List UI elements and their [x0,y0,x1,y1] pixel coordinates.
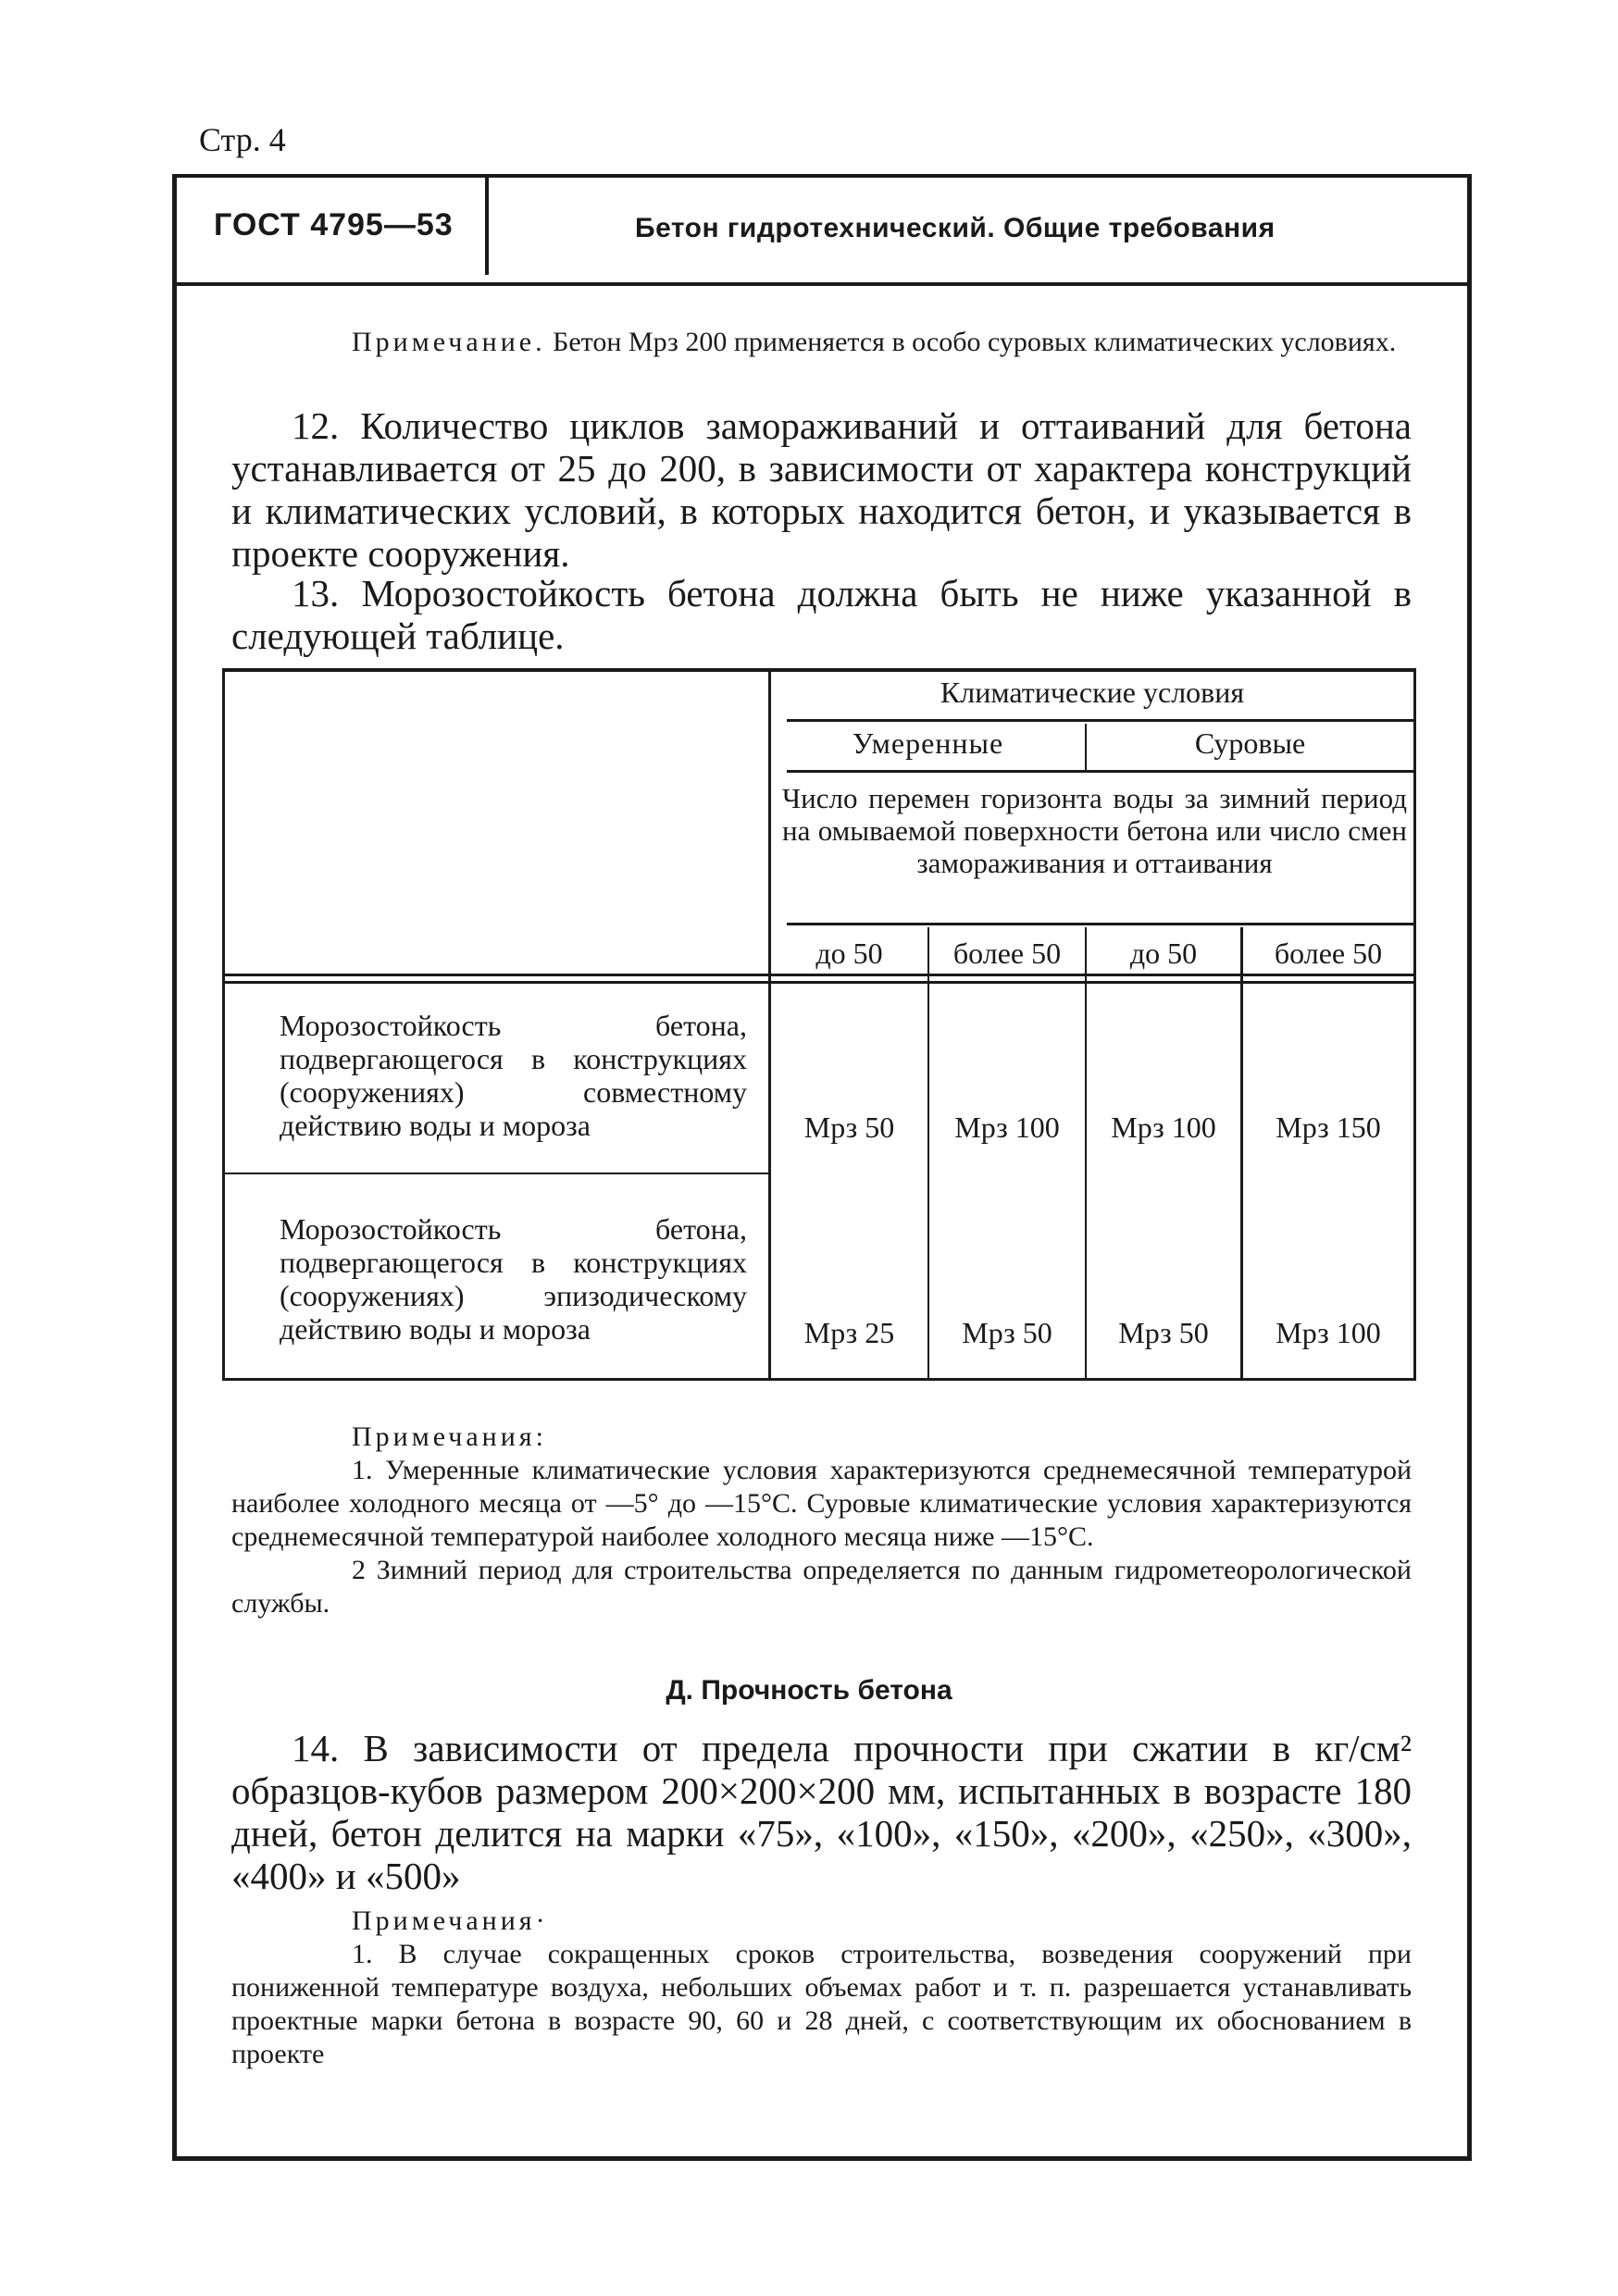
frost-resistance-table [222,668,1416,1381]
note-top-label: Примечание. [352,327,546,357]
header-bottom-rule-2 [222,981,1416,984]
row-1-value-3: Мрз 100 [1111,1111,1216,1144]
row-1-label: Морозостойкость бетона, подвергающегося в конструкциях (сооружениях) совместному действию воды и мороза [280,1009,747,1142]
section-heading: Д. Прочность бетона [666,1675,952,1706]
table-label-divider [768,668,771,1381]
row-1-value-4: Мрз 150 [1276,1111,1381,1144]
header-divider [485,178,489,275]
col-divider-3 [1240,927,1243,1381]
row-1-value-1: Мрз 50 [803,1111,895,1144]
row-2-value-2: Мрз 50 [962,1316,1052,1349]
header-severe: Суровые [1194,726,1306,760]
row-2-value-4: Мрз 100 [1276,1316,1381,1349]
col-divider-2 [1085,927,1087,1381]
note-top [231,326,1412,359]
table-bottom-rule [222,1378,1416,1381]
row-separator [222,1173,768,1174]
paragraph-13: 13. Морозостойкость бетона должна быть не ниже указанной в следующей таблице. [231,572,1412,657]
row-2-value-1: Мрз 25 [803,1316,895,1349]
row-2-value-3: Мрз 50 [1118,1316,1209,1349]
col-label-2: более 50 [952,937,1062,970]
notes-1-item-2: 2 Зимний период для строительства определяется по данным гидрометеорологической службы. [231,1555,1412,1619]
header-cycles: Число перемен горизонта воды за зимний период на омываемой поверхности бетона или число смен замораживания и оттаивания [782,782,1407,879]
col-label-1: до 50 [815,937,883,970]
note-top-text: Бетон Мрз 200 применяется в особо суровых климатических условиях. [553,327,1397,357]
row-2-label: Морозостойкость бетона, подвергающегося в конструкциях (сооружениях) эпизодическому действию воды и мороза [280,1212,747,1346]
condition-rule [787,770,1416,773]
notes-2-item-1: 1. В случае сокращенных сроков строительства, возведения сооружений при пониженной температуре воздуха, небольших объемах работ и т. п. разрешается устанавливать проектные марки бетона в возрасте 90, 60 и 28 дней, с соответствующим их обоснованием в проекте [231,1939,1412,2069]
document-title: Бетон гидротехнический. Общие требования [635,213,1276,243]
notes-1-item-1: 1. Умеренные климатические условия характеризуются среднемесячной температурой наиболее холодного месяца от —5° до —15°С. Суровые климатические условия характеризуются среднемесячной температурой наиболее холодного месяца ниже —15°С. [231,1455,1412,1552]
header-moderate: Умеренные [852,726,1004,760]
climate-rule [787,719,1416,722]
row-1-value-2: Мрз 100 [954,1111,1060,1144]
header-climate: Климатические условия [940,676,1245,709]
header-bottom-rule-1 [222,974,1416,976]
table-right-border [1413,668,1416,1381]
standard-code: ГОСТ 4795—53 [214,207,454,242]
cycles-rule [787,923,1416,925]
col-label-3: до 50 [1129,937,1198,970]
paragraph-12: 12. Количество циклов замораживаний и оттаиваний для бетона устанавливается от 25 до 200, в зависимости от характера конструкций и климатических условий, в которых находится бетон, и указывается в проекте сооружения. [231,404,1412,575]
col-label-4: более 50 [1274,937,1383,970]
col-divider-1 [927,927,929,1381]
notes-block-2 [231,1905,1412,2071]
table-left-border [222,668,225,1381]
header-rule [172,282,1467,286]
table-top-rule [222,668,1416,672]
notes-1-heading: Примечания: [352,1421,547,1452]
document-header [172,178,1472,278]
page-number: Стр. 4 [199,121,286,158]
notes-block-1 [231,1421,1412,1620]
paragraph-14: 14. В зависимости от предела прочности при сжатии в кг/см² образцов-кубов размером 200×200×200 мм, испытанных в возрасте 180 дней, бетон делится на марки «75», «100», «150», «200», «250», «300», «400» и «500» [231,1727,1412,1897]
notes-2-heading: Примечания· [352,1905,549,1936]
